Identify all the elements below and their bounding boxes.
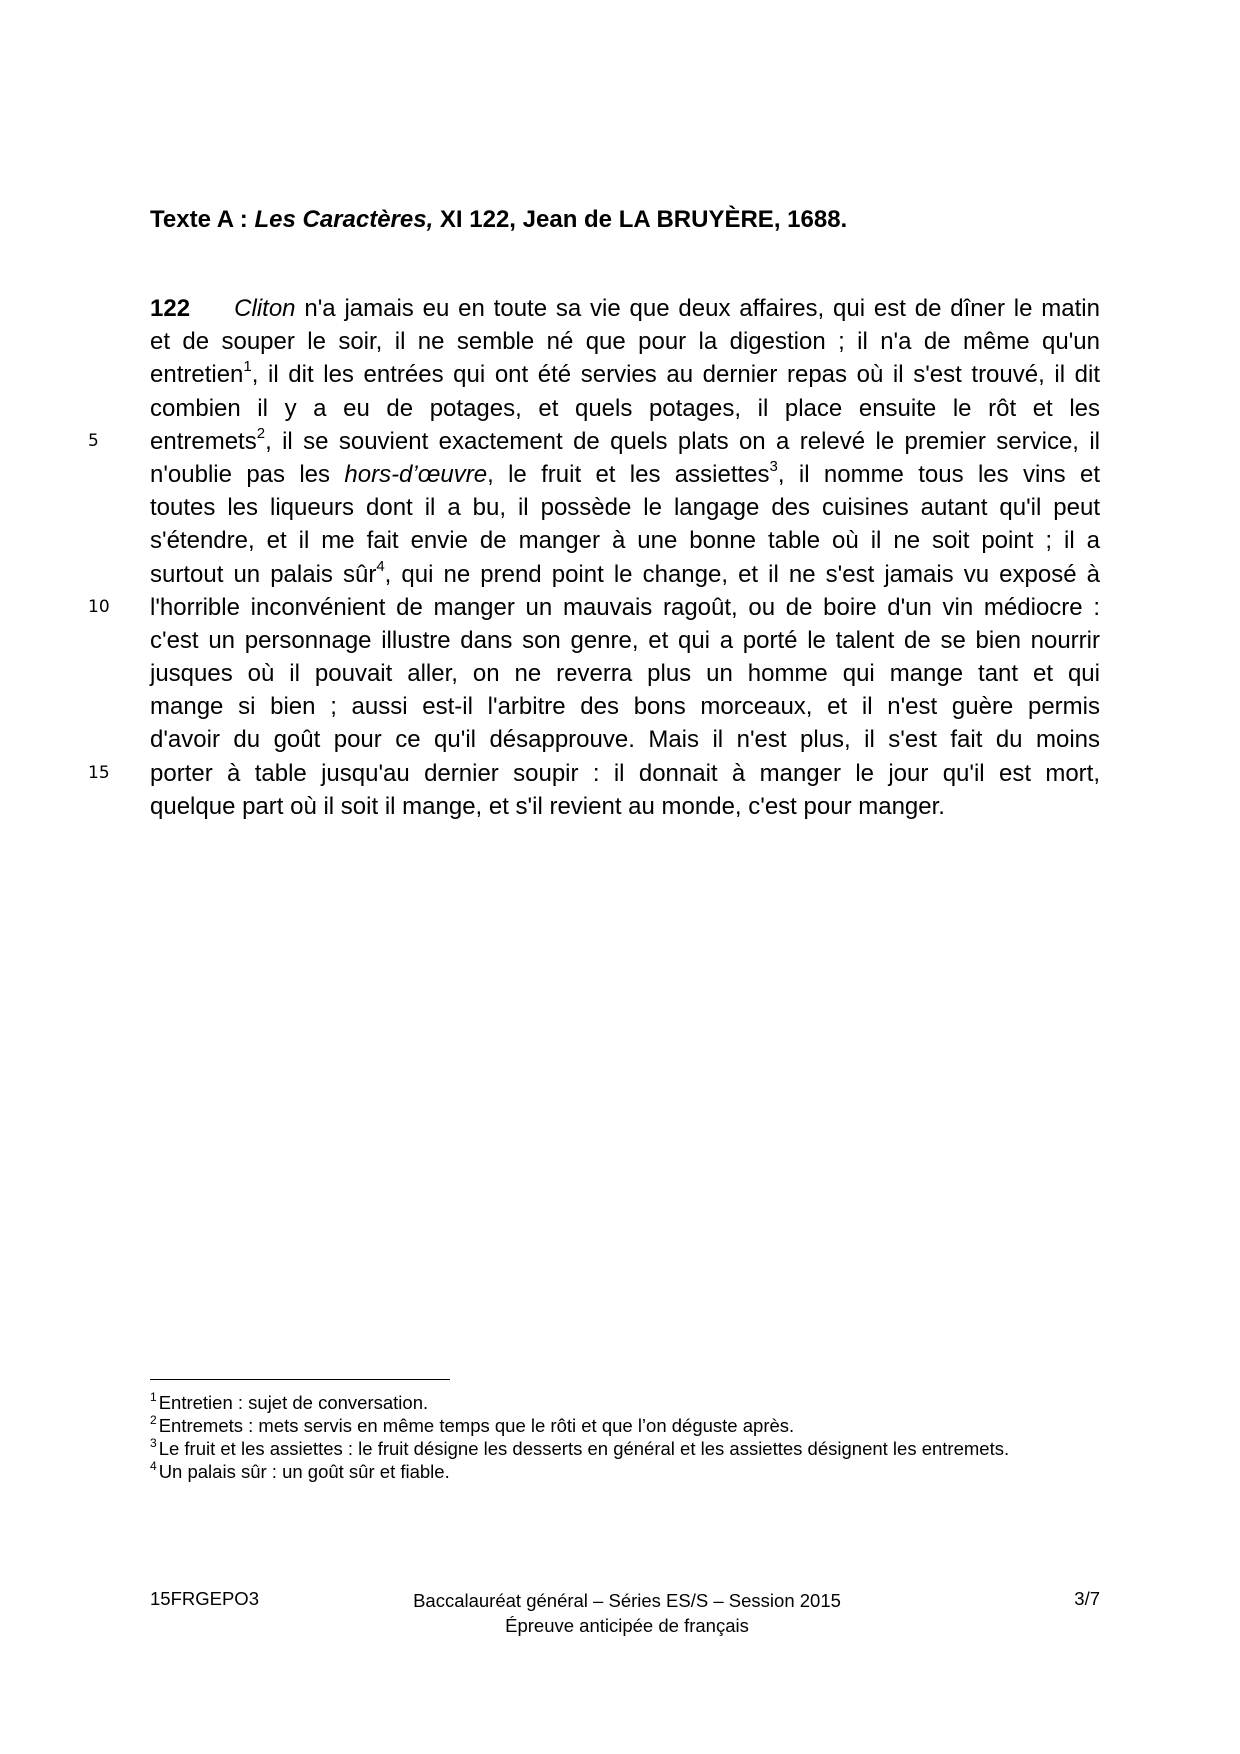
line-number: 10 [88,596,110,617]
footnote-ref: 4 [376,557,385,575]
exam-code: 15FRGEPO3 [150,1588,259,1609]
text-segment: hors-d’œuvre [344,460,488,488]
exam-subtitle: Épreuve anticipée de français [505,1615,749,1636]
text-segment: entretien [150,361,244,389]
exam-info [332,1588,922,1638]
footnote-ref: 1 [243,358,252,376]
footnote-number: 2 [150,1412,157,1427]
text-segment: , qui ne prend point le change, et il ne s'est jamais vu exposé à [384,560,1100,588]
footnote [150,1414,1070,1437]
footnote-number: 4 [150,1458,157,1473]
text-segment: mange si bien ; aussi est-il l'arbitre des bons morceaux, et il n'est guère permis [150,693,1100,721]
passage-number: 122 [150,295,191,322]
page-number: 3/7 [1074,1588,1100,1609]
text-segment: Cliton [234,295,296,322]
passage-line [150,690,1100,723]
passage-line [150,358,1100,391]
passage-line [150,790,1100,823]
passage-line [150,325,1100,358]
footnote [150,1460,1070,1483]
footnote-text: Entretien : sujet de conversation. [158,1392,429,1413]
text-segment: quelque part où il soit il mange, et s'il revient au monde, c'est pour manger. [150,792,945,820]
passage-line [150,723,1100,756]
text-segment: porter à table jusqu'au dernier soupir : il donnait à manger le jour qu'il est mort, [150,759,1100,787]
passage-line [150,657,1100,690]
text-segment: , il dit les entrées qui ont été servies au dernier repas où il s'est trouvé, il dit [251,361,1100,389]
footnote-text: Le fruit et les assiettes : le fruit désigne les desserts en général et les assiettes désignent les entremets. [158,1438,1010,1459]
passage-line [150,292,1100,325]
footnote-text: Un palais sûr : un goût sûr et fiable. [158,1461,450,1482]
text-segment: combien il y a eu de potages, et quels potages, il place ensuite le rôt et les [150,394,1100,422]
passage-line [150,392,1100,425]
footnote-ref: 2 [256,424,266,442]
text-segment: toutes les liqueurs dont il a bu, il possède le langage des cuisines autant qu'il peut [150,494,1100,522]
text-title [150,206,847,234]
footnote-divider [150,1379,450,1380]
text-segment: c'est un personnage illustre dans son genre, et qui a porté le talent de se bien nourrir [150,626,1100,654]
text-segment: , il se souvient exactement de quels plats on a relevé le premier service, il [265,427,1100,455]
text-segment: s'étendre, et il me fait envie de manger à une bonne table où il ne soit point ; il a [150,527,1100,555]
title-suffix: XI 122, Jean de LA BRUYÈRE, 1688. [439,206,848,233]
footnote-number: 1 [150,1389,157,1404]
text-segment: l'horrible inconvénient de manger un mauvais ragoût, ou de boire d'un vin médiocre : [150,593,1100,621]
line-number: 15 [88,762,110,783]
passage-line [88,757,1100,790]
footnote-number: 3 [150,1435,157,1450]
text-segment: et de souper le soir, il ne semble né que pour la digestion ; il n'a de même qu'un [150,328,1100,356]
text-segment: , le fruit et les assiettes [487,460,770,488]
text-segment: n'a jamais eu en toute sa vie que deux affaires, qui est de dîner le matin [295,295,1100,322]
passage-line [150,524,1100,557]
footnotes [150,1391,1070,1483]
exam-title: Baccalauréat général – Séries ES/S – Session 2015 [413,1590,841,1611]
text-segment: entremets [150,427,257,455]
passage-line [88,424,1100,458]
text-segment: surtout un palais sûr [150,560,377,588]
text-segment: , il nomme tous les vins et [777,460,1100,488]
passage-line [150,558,1100,591]
passage-line [150,458,1100,491]
footnote-ref: 3 [769,457,778,475]
passage-line [150,624,1100,657]
passage-text [88,292,1100,823]
footnote [150,1391,1070,1414]
footnote-text: Entremets : mets servis en même temps que le rôti et que l’on déguste après. [158,1415,795,1436]
passage-line [88,591,1100,624]
passage-line [150,491,1100,524]
footnote [150,1437,1070,1460]
title-prefix: Texte A : [150,206,248,233]
text-segment: n'oublie pas les [150,460,345,488]
title-work: Les Caractères, [254,206,434,233]
text-segment: jusques où il pouvait aller, on ne reverra plus un homme qui mange tant et qui [150,660,1100,688]
line-number: 5 [88,430,99,451]
text-segment: d'avoir du goût pour ce qu'il désapprouve. Mais il n'est plus, il s'est fait du moins [150,726,1100,754]
